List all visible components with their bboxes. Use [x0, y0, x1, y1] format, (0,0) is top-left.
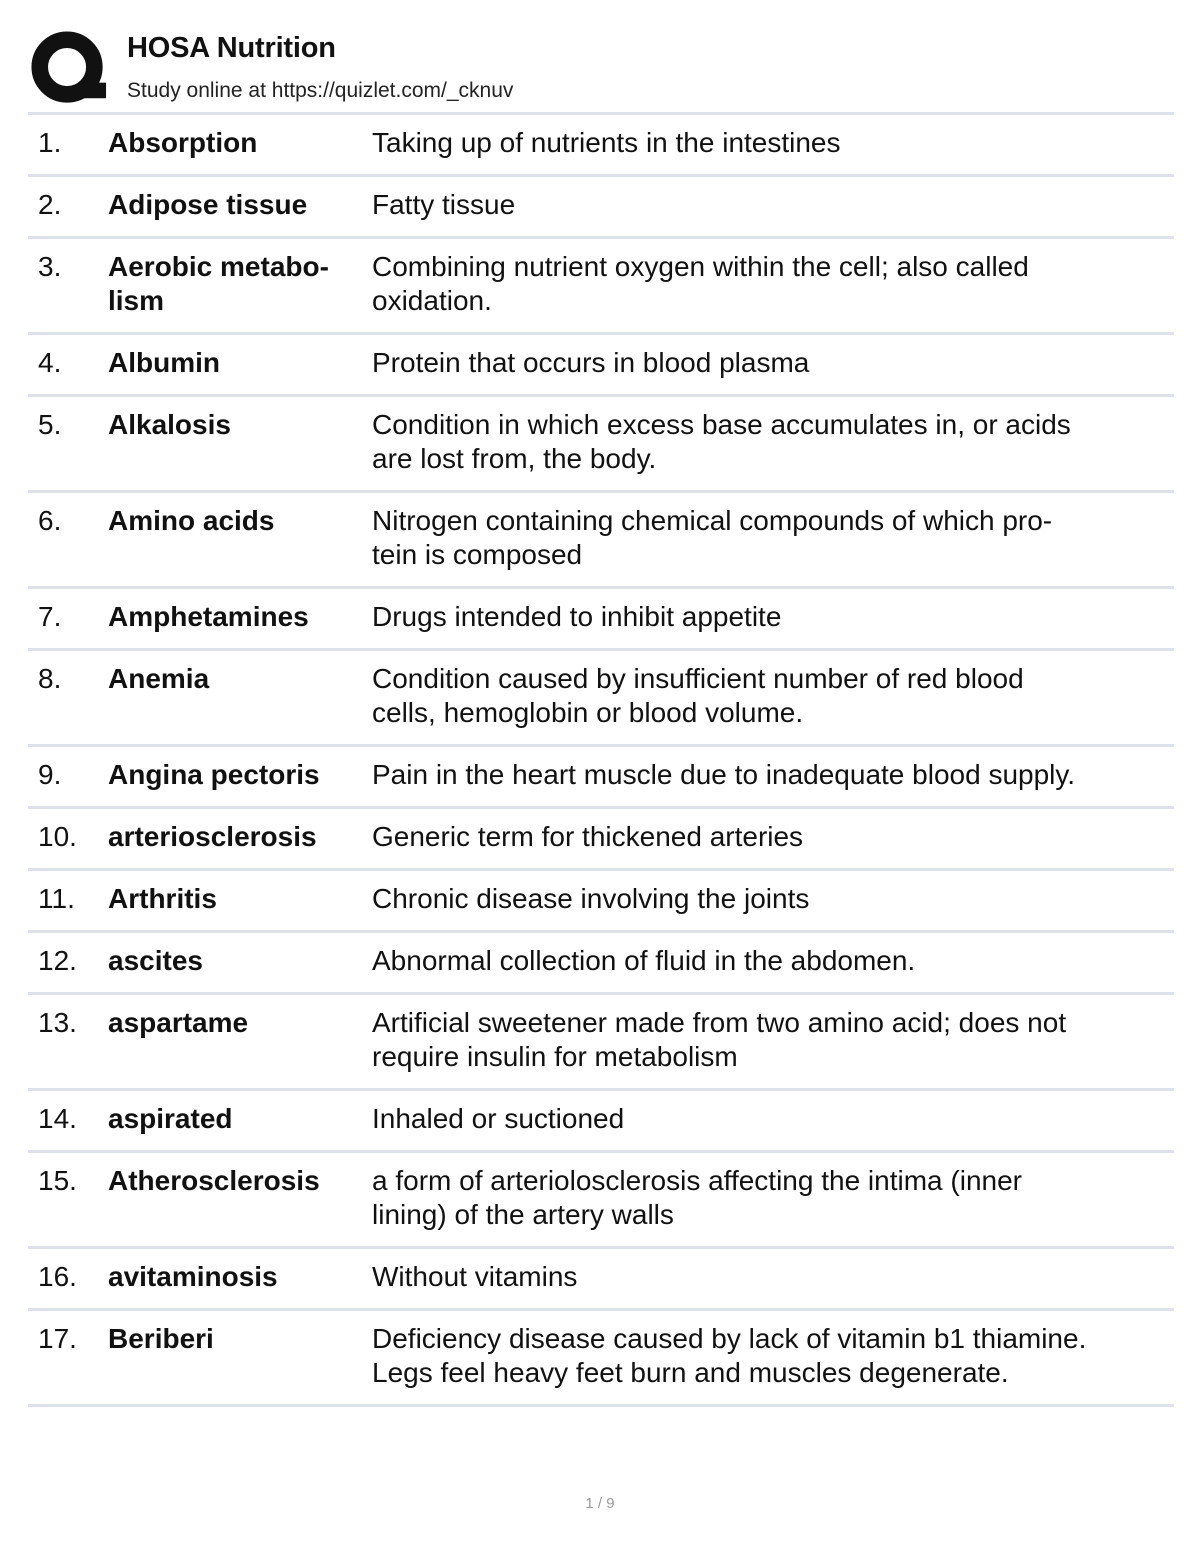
card-definition: Condition caused by insufficient number of red blood cells, hemoglobin or blood volume. [372, 663, 1024, 728]
card-term: Alkalosis [108, 409, 231, 440]
card-definition: Taking up of nutrients in the intestines [372, 127, 841, 158]
card-number: 7. [38, 601, 62, 632]
card-term: Amino acids [108, 505, 275, 536]
card-number: 10. [38, 821, 77, 852]
flashcard-row [28, 933, 1174, 995]
card-definition: Artificial sweetener made from two amino acid; does not require insulin for metabolism [372, 1007, 1067, 1072]
card-term: Amphetamines [108, 601, 309, 632]
flashcard-row [28, 493, 1174, 589]
card-definition: Inhaled or suctioned [372, 1103, 625, 1134]
page-indicator: 1 / 9 [585, 1495, 615, 1512]
page-title: HOSA Nutrition [127, 32, 336, 64]
card-term: Aerobic metabo- lism [108, 251, 329, 316]
card-number: 16. [38, 1261, 77, 1292]
card-definition: Abnormal collection of fluid in the abdomen. [372, 945, 916, 976]
card-term: Angina pectoris [108, 759, 320, 790]
flashcard-row [28, 397, 1174, 493]
card-definition: Chronic disease involving the joints [372, 883, 810, 914]
flashcard-row [28, 335, 1174, 397]
card-term: ascites [108, 945, 203, 976]
quizlet-q-logo-icon [30, 30, 108, 108]
card-number: 5. [38, 409, 62, 440]
card-number: 17. [38, 1323, 77, 1354]
flashcard-row [28, 239, 1174, 335]
flashcard-row [28, 1311, 1174, 1407]
card-term: arteriosclerosis [108, 821, 317, 852]
flashcard-list [28, 115, 1174, 1407]
card-definition: Combining nutrient oxygen within the cell; also called oxidation. [372, 251, 1029, 316]
card-number: 9. [38, 759, 62, 790]
flashcard-row [28, 177, 1174, 239]
card-definition: Without vitamins [372, 1261, 578, 1292]
card-number: 3. [38, 251, 62, 282]
card-definition: Generic term for thickened arteries [372, 821, 804, 852]
card-number: 1. [38, 127, 62, 158]
study-online-link[interactable]: Study online at https://quizlet.com/_cknuv [127, 79, 514, 102]
card-term: Arthritis [108, 883, 217, 914]
flashcard-row [28, 747, 1174, 809]
card-number: 15. [38, 1165, 77, 1196]
card-number: 13. [38, 1007, 77, 1038]
card-number: 4. [38, 347, 62, 378]
card-number: 14. [38, 1103, 77, 1134]
card-term: Atherosclerosis [108, 1165, 320, 1196]
card-definition: Fatty tissue [372, 189, 516, 220]
flashcard-row [28, 589, 1174, 651]
card-term: Albumin [108, 347, 220, 378]
flashcard-row [28, 871, 1174, 933]
card-term: aspirated [108, 1103, 233, 1134]
card-definition: Nitrogen containing chemical compounds of which pro- tein is composed [372, 505, 1053, 570]
card-term: Anemia [108, 663, 210, 694]
document-header [28, 26, 1174, 112]
card-definition: Drugs intended to inhibit appetite [372, 601, 782, 632]
flashcard-row [28, 809, 1174, 871]
card-number: 11. [38, 883, 75, 914]
card-definition: Pain in the heart muscle due to inadequate blood supply. [372, 759, 1076, 790]
card-number: 12. [38, 945, 77, 976]
flashcard-row [28, 1249, 1174, 1311]
card-term: Adipose tissue [108, 189, 308, 220]
card-definition: a form of arteriolosclerosis affecting the intima (inner lining) of the artery walls [372, 1165, 1022, 1230]
flashcard-row [28, 115, 1174, 177]
flashcard-row [28, 995, 1174, 1091]
card-term: avitaminosis [108, 1261, 278, 1292]
card-number: 6. [38, 505, 62, 536]
card-number: 2. [38, 189, 62, 220]
flashcard-row [28, 1153, 1174, 1249]
flashcard-row [28, 651, 1174, 747]
card-term: Absorption [108, 127, 258, 158]
card-definition: Deficiency disease caused by lack of vitamin b1 thiamine. Legs feel heavy feet burn and muscles degenerate. [372, 1323, 1087, 1388]
card-term: Beriberi [108, 1323, 214, 1354]
flashcard-row [28, 1091, 1174, 1153]
card-term: aspartame [108, 1007, 249, 1038]
card-number: 8. [38, 663, 62, 694]
card-definition: Condition in which excess base accumulates in, or acids are lost from, the body. [372, 409, 1071, 474]
card-definition: Protein that occurs in blood plasma [372, 347, 810, 378]
